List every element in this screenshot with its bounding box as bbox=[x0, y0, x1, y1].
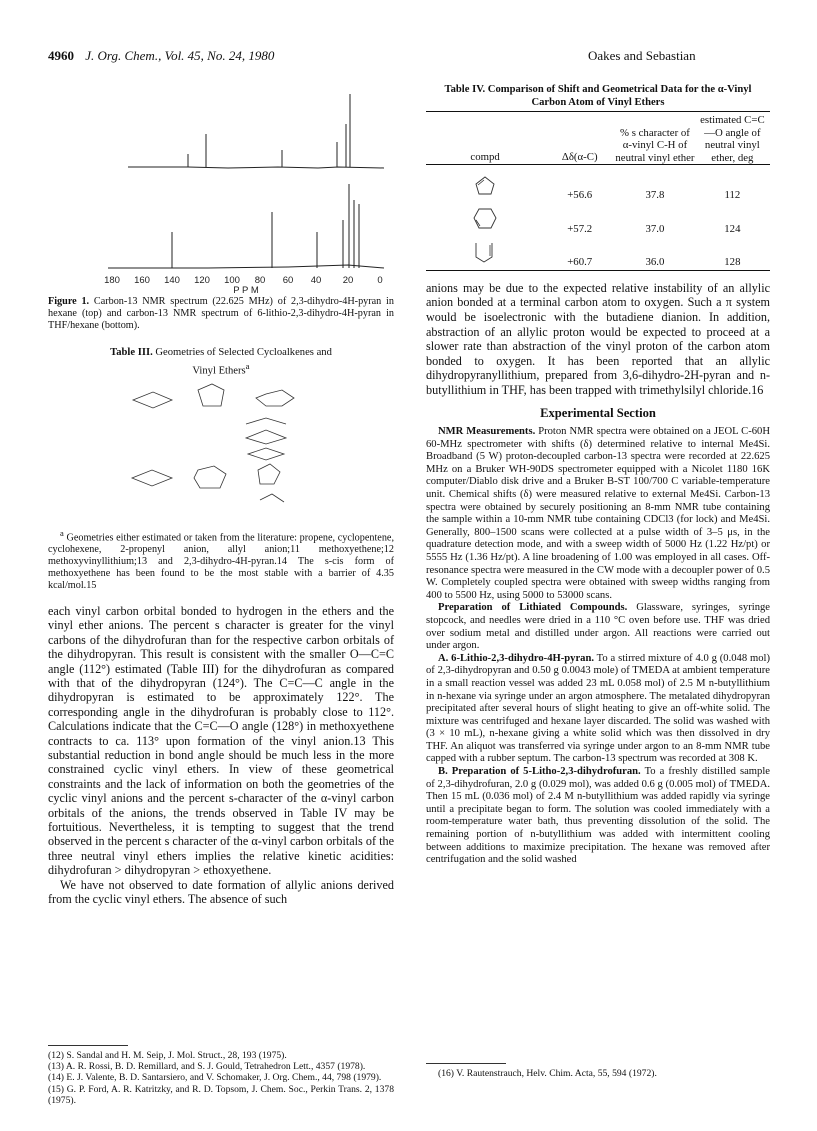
reference-entry: (15) G. P. Ford, A. R. Katritzky, and R. D. Topsom, J. Chem. Soc., Perkin Trans. 2, 1378 (1975). bbox=[48, 1083, 394, 1106]
table-4-title bbox=[426, 84, 770, 109]
top-spectrum-baseline bbox=[128, 167, 384, 168]
table-row bbox=[426, 202, 770, 236]
s-char-cell: 36.0 bbox=[645, 256, 665, 269]
table-3-footnote-text: Geometries either estimated or taken from the literature: propene, cyclopentene, cyclohexene, 2-propenyl anion, allyl anion;11 methoxyethene;12 methoxyvinyllithium;13 and 2,3-dihydro-4H-pyran.14 The s-cis form of methoxyethene has been found to be the most stable with a barrier of 4.35 kcal/mol.15 bbox=[48, 531, 394, 591]
cyclohexene-ring bbox=[256, 390, 294, 406]
col-s-char-header: % s character of α-vinyl C-H of neutral vinyl ether bbox=[615, 126, 695, 164]
methoxyvinyllithium-geometry bbox=[132, 470, 172, 486]
figure-1-caption-label: Figure 1. bbox=[48, 296, 90, 307]
propene-geometry bbox=[133, 392, 172, 408]
procedure-b-head: B. Preparation of 5-Litho-2,3-dihydrofuran. bbox=[438, 766, 641, 778]
left-column bbox=[48, 296, 394, 906]
prep-text: Glassware, syringes, syringe stopcock, and needles were dried in a 110 °C oven before use. THF was dried over sodium metal and distilled under argon. All reactions were carried out under argon. bbox=[426, 602, 770, 652]
shift-cell: +57.2 bbox=[567, 222, 593, 235]
dihydropyran-structure-icon bbox=[470, 206, 500, 232]
reference-entry: (16) V. Rautenstrauch, Helv. Chim. Acta, 55, 594 (1972). bbox=[438, 1068, 657, 1079]
axis-tick-label: 20 bbox=[342, 275, 354, 286]
body-paragraph: anions may be due to the expected relative instability of an allylic anion bonded at a terminal carbon atom to oxygen. Such a π system would be isoelectronic with the butadiene dianion. In addition, abstraction of an allylic proton would be expected to proceed at a slower rate than abstraction of the vinyl proton of the carbon atom bonded to oxygen. It has been reported that an allylic dihydropyranyllithium, prepared from 3,6-dihydro-2H-pyran and n-butyllithium in THF, has been trapped with trimethylsilyl chloride.16 bbox=[426, 280, 770, 398]
compd-structure bbox=[426, 170, 544, 202]
table-3-footnote bbox=[48, 527, 394, 592]
axis-tick-label: 0 bbox=[377, 275, 383, 286]
compd-structure bbox=[426, 202, 544, 236]
ethoxyethene-structure-icon bbox=[470, 239, 500, 265]
col-compd-header: compd bbox=[470, 150, 500, 163]
journal-citation: J. Org. Chem., Vol. 45, No. 24, 1980 bbox=[85, 48, 275, 63]
figure-1-caption bbox=[48, 296, 394, 332]
axis-tick-label: 140 bbox=[164, 275, 180, 286]
nmr-text: Proton NMR spectra were obtained on a JEOL C-60H 60-MHz spectrometer with shifts (δ) determined relative to internal Me4Si. Broadband (5 W) proton-decoupled carbon-13 spectra were recorded at 22.625 MHz on a Bruker WH-90DS spectrometer equipped with a Nicolet 1180 16K computer/Diablo disk drive and a Bruker B-ST 100/700 C variable-temperature unit. Chemical shifts (δ) were measured relative to external Me4Si. Carbon-13 spectra were obtained by securely positioning an 8-mm NMR tube containing the sample within a 10-mm NMR tube containing CDCl3 (for lock) and Me4Si. Generally, 800–1500 scans were collected at a pulse width of 3–5 μs, in the quadrature detection mode, and with a sweep width of 5000 Hz (1.22 Hz/pt) or 5555 Hz (1.36 Hz/pt). A line broadening of 1.00 was employed in all cases. Off-resonance spectra were measured in the CW mode with a decoupler power of 0.5 W. Completely coupled spectra were obtained with sweep widths ranging from 400 to 5500 Hz, using 5000 to 53000 scans. bbox=[426, 426, 770, 601]
body-paragraph: each vinyl carbon orbital bonded to hydrogen in the ethers and the vinyl ether anions. The percent s character is greater for the vinyl carbons of the dihydrofuran than for the respective carbon orbitals of the dihydropyran. This result is consistent with the smaller O—C=C angle (112°) estimated (Table III) for the dihydrofuran as compared with that of the dihydropyran (124°). The C=C—C angle in the dihydropyran is estimated to be approximately 122°. The corresponding angle in the dihydrofuran is probably close to 112°. Calculations indicate that the C=C—O angle (128°) in methoxyethene contracts to ca. 113° upon formation of the vinyl anion.13 This substantial reduction in bond angle should be much less in the more constrained cyclic vinyl ethers. In view of these geometrical constraints and the lack of information on both the geometries of the cyclic vinyl anions and the percent s-character of the α-vinyl carbon orbitals of the anions, the trends observed in Table IV may be fortuitious. Nevertheless, it is tempting to suggest that the trend observed in the percent s character of the α-vinyl carbon orbitals of the three neutral vinyl ethers implies the relative kinetic acidities: dihydrofuran > dihydropyran > ethoxyethene. bbox=[48, 603, 394, 878]
dihydrofuran-structure-icon bbox=[470, 174, 500, 198]
s-char-cell: 37.8 bbox=[645, 188, 665, 201]
dihydropyran-geometry bbox=[194, 466, 226, 488]
prep-run-head: Preparation of Lithiated Compounds. bbox=[438, 602, 628, 614]
cyclopentene-ring bbox=[198, 384, 224, 406]
axis-unit-label: P P M bbox=[233, 285, 259, 294]
table-4-header bbox=[426, 114, 770, 165]
methoxyethene-geometry bbox=[248, 448, 284, 460]
references-right bbox=[426, 1068, 770, 1079]
angle-cell: 128 bbox=[724, 256, 741, 269]
vinyl-lithium-geometry bbox=[260, 494, 284, 502]
footnote-rule bbox=[426, 1063, 506, 1064]
allyl-anion-geometry-2 bbox=[246, 430, 286, 444]
table-4-label: Table IV. bbox=[444, 84, 486, 95]
running-header-left bbox=[48, 48, 274, 64]
axis-tick-label: 100 bbox=[224, 275, 240, 286]
ppm-axis bbox=[104, 275, 383, 294]
axis-tick-label: 160 bbox=[134, 275, 150, 286]
axis-tick-label: 80 bbox=[254, 275, 266, 286]
reference-entry: (12) S. Sandal and H. M. Seip, J. Mol. Struct., 28, 193 (1975). bbox=[48, 1050, 287, 1061]
col-angle-header: estimated C=C—O angle of neutral vinyl ether, deg bbox=[700, 114, 765, 164]
compd-structure bbox=[426, 236, 544, 270]
right-column bbox=[426, 84, 770, 867]
col-shift-header: Δδ(α-C) bbox=[561, 150, 598, 163]
angle-cell: 124 bbox=[724, 222, 741, 235]
table-row bbox=[426, 236, 770, 270]
figure-1-nmr-spectra bbox=[88, 82, 408, 294]
nmr-run-head: NMR Measurements. bbox=[438, 426, 536, 438]
reference-entry: (14) E. J. Valente, B. D. Santarsiero, and V. Schomaker, J. Org. Chem., 44, 798 (1979). bbox=[48, 1072, 382, 1084]
table-4-title-text: Comparison of Shift and Geometrical Data for the α-Vinyl Carbon Atom of Vinyl Ethers bbox=[487, 84, 752, 108]
figure-1-caption-text: Carbon-13 NMR spectrum (22.625 MHz) of 2,3-dihydro-4H-pyran in hexane (top) and carbon-13 NMR spectrum of 6-lithio-2,3-dihydro-4H-pyran in THF/hexane (bottom). bbox=[48, 296, 394, 331]
axis-tick-label: 40 bbox=[310, 275, 322, 286]
footnote-rule bbox=[48, 1045, 128, 1046]
table-3-footnote-mark: a bbox=[245, 360, 250, 371]
table-3-footnote-marker: a bbox=[60, 527, 64, 538]
reference-entry: (13) A. R. Rossi, B. D. Remillard, and S. J. Gould, Tetrahedron Lett., 4357 (1978). bbox=[48, 1061, 366, 1073]
procedure-b-paragraph bbox=[426, 766, 770, 867]
page-number: 4960 bbox=[48, 48, 74, 63]
experimental-section bbox=[426, 426, 770, 867]
angle-cell: 112 bbox=[724, 188, 741, 201]
nmr-paragraph bbox=[426, 426, 770, 602]
running-header-authors: Oakes and Sebastian bbox=[588, 48, 696, 63]
experimental-heading: Experimental Section bbox=[540, 405, 656, 420]
shift-cell: +60.7 bbox=[567, 256, 593, 269]
allyl-anion-geometry bbox=[246, 418, 286, 424]
table-3-title-text: Geometries of Selected Cycloalkenes and Vinyl Ethers bbox=[155, 347, 332, 377]
prep-paragraph bbox=[426, 602, 770, 652]
axis-tick-label: 60 bbox=[282, 275, 294, 286]
table-3-geometry-structures bbox=[48, 382, 394, 524]
table-3-label: Table III. bbox=[110, 347, 153, 358]
s-char-cell: 37.0 bbox=[645, 222, 665, 235]
body-paragraph: We have not observed to date formation of allylic anions derived from the cyclic vinyl ethers. The absence of such bbox=[48, 877, 394, 907]
procedure-a-paragraph bbox=[426, 653, 770, 766]
references-left bbox=[48, 1050, 394, 1106]
shift-cell: +56.6 bbox=[567, 188, 593, 201]
vinyl-ether-geometry bbox=[258, 464, 280, 484]
axis-tick-label: 180 bbox=[104, 275, 120, 286]
axis-tick-label: 120 bbox=[194, 275, 210, 286]
table-3-title bbox=[48, 347, 394, 378]
procedure-b-text: To a freshly distilled sample of 2,3-dihydrofuran, 2.0 g (0.029 mol), was added 0.6 g (0.005 mol) of TMEDA. Then 15 mL (0.036 mol) of 2.4 M n-butyllithium was added rapidly via syringe until a precipitate began to form. The solution was cooled immediately with a room-temperature water bath, thus preventing dissolution of the solid. The remaining portion of n-butyllithium was added with intermittent cooling between additions to maximize precipitation. The hexane was removed after centrifugation and the solid washed bbox=[426, 766, 770, 866]
table-4 bbox=[426, 111, 770, 273]
procedure-a-head: A. 6-Lithio-2,3-dihydro-4H-pyran. bbox=[438, 652, 594, 664]
procedure-a-text: To a stirred mixture of 4.0 g (0.048 mol) of 2,3-dihydropyran and 0.50 g 0.0043 mole) of TMEDA at ambient temperature in a small reaction vessel was added 23 mL 0.058 mol) of 2.5 M n-butyllithium in n-hexane via syringe under an argon atmosphere. The metalated dihydropyran precipitated after several hours of slight heating to give an off-white solid. The mixture was centrifuged and hexane layer discarded. The solid was washed with (3 × 10 mL), n-hexane giving a white solid which was then dissolved in dry THF. An aliquot was transferred via syringe under argon to an 8-mm NMR tube capped with a rubber septum. The carbon-13 spectrum was recorded at 308 K. bbox=[426, 652, 770, 765]
table-row bbox=[426, 170, 770, 202]
